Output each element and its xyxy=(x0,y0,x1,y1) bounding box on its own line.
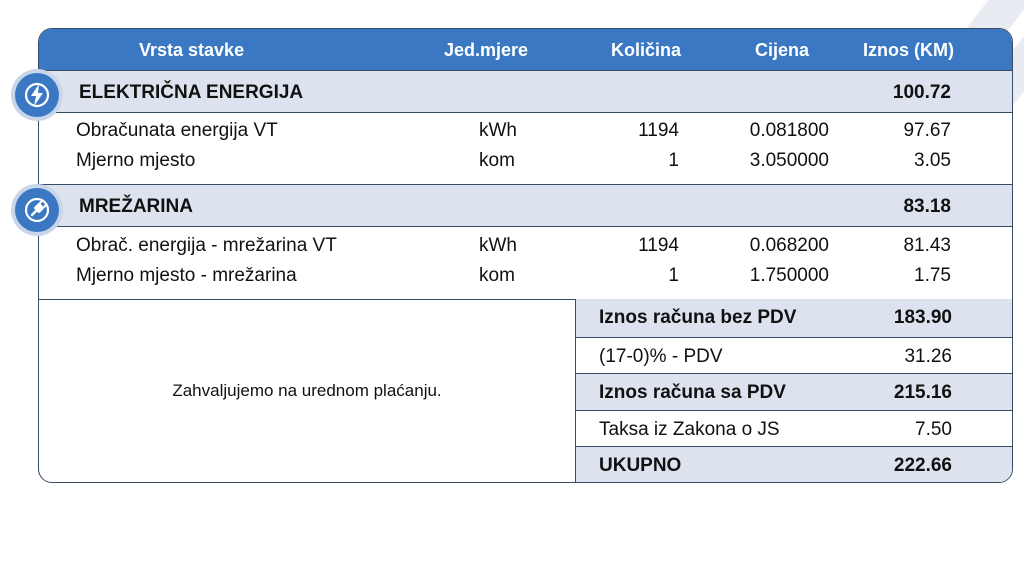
table-row xyxy=(39,232,1012,260)
total-label: Taksa iz Zakona o JS xyxy=(599,419,780,440)
row-amount: 3.05 xyxy=(914,150,951,171)
row-price: 0.068200 xyxy=(749,235,829,256)
section-electric-energy xyxy=(39,70,1012,113)
header-qty: Količina xyxy=(611,40,682,60)
tax-row xyxy=(575,410,1013,447)
row-unit: kWh xyxy=(479,120,517,141)
section-total: 83.18 xyxy=(903,196,951,217)
row-unit: kom xyxy=(479,265,515,286)
table-row xyxy=(39,262,1012,290)
total-label: UKUPNO xyxy=(599,455,682,476)
row-name: Mjerno mjesto xyxy=(76,150,196,171)
row-price: 3.050000 xyxy=(749,150,829,171)
header-price: Cijena xyxy=(755,40,810,60)
header-item: Vrsta stavke xyxy=(139,40,245,60)
section-total: 100.72 xyxy=(892,82,951,103)
invoice-table xyxy=(38,28,1013,483)
thank-you-note xyxy=(39,299,575,482)
lightning-icon xyxy=(15,73,59,117)
row-name: Obračunata energija VT xyxy=(76,120,278,141)
total-label: (17-0)% - PDV xyxy=(599,346,723,367)
row-amount: 97.67 xyxy=(903,120,951,141)
row-price: 0.081800 xyxy=(749,120,829,141)
total-value: 7.50 xyxy=(915,419,952,440)
grand-total xyxy=(575,446,1013,483)
row-amount: 81.43 xyxy=(903,235,951,256)
row-unit: kom xyxy=(479,150,515,171)
row-name: Obrač. energija - mrežarina VT xyxy=(76,235,337,256)
plug-icon xyxy=(15,188,59,232)
section-title: MREŽARINA xyxy=(79,196,193,217)
header-amount: Iznos (KM) xyxy=(863,40,954,60)
row-price: 1.750000 xyxy=(749,265,829,286)
row-qty: 1194 xyxy=(638,235,679,256)
header-unit: Jed.mjere xyxy=(444,40,529,60)
row-qty: 1 xyxy=(668,265,679,286)
total-label: Iznos računa sa PDV xyxy=(599,382,786,403)
section-title: ELEKTRIČNA ENERGIJA xyxy=(79,82,304,103)
thank-you-text: Zahvaljujemo na urednom plaćanju. xyxy=(172,380,442,400)
table-row xyxy=(39,147,1012,175)
total-with-vat xyxy=(575,373,1013,411)
total-value: 183.90 xyxy=(893,307,952,328)
total-value: 215.16 xyxy=(893,382,952,403)
total-without-vat xyxy=(575,299,1013,337)
row-unit: kWh xyxy=(479,235,517,256)
table-header xyxy=(39,29,1012,70)
total-label: Iznos računa bez PDV xyxy=(599,307,797,328)
table-row xyxy=(39,117,1012,145)
row-name: Mjerno mjesto - mrežarina xyxy=(76,265,297,286)
row-amount: 1.75 xyxy=(914,265,951,286)
total-value: 222.66 xyxy=(893,455,952,476)
vat-row xyxy=(575,337,1013,374)
row-qty: 1 xyxy=(668,150,679,171)
row-qty: 1194 xyxy=(638,120,679,141)
total-value: 31.26 xyxy=(904,346,952,367)
section-network-fee xyxy=(39,184,1012,227)
